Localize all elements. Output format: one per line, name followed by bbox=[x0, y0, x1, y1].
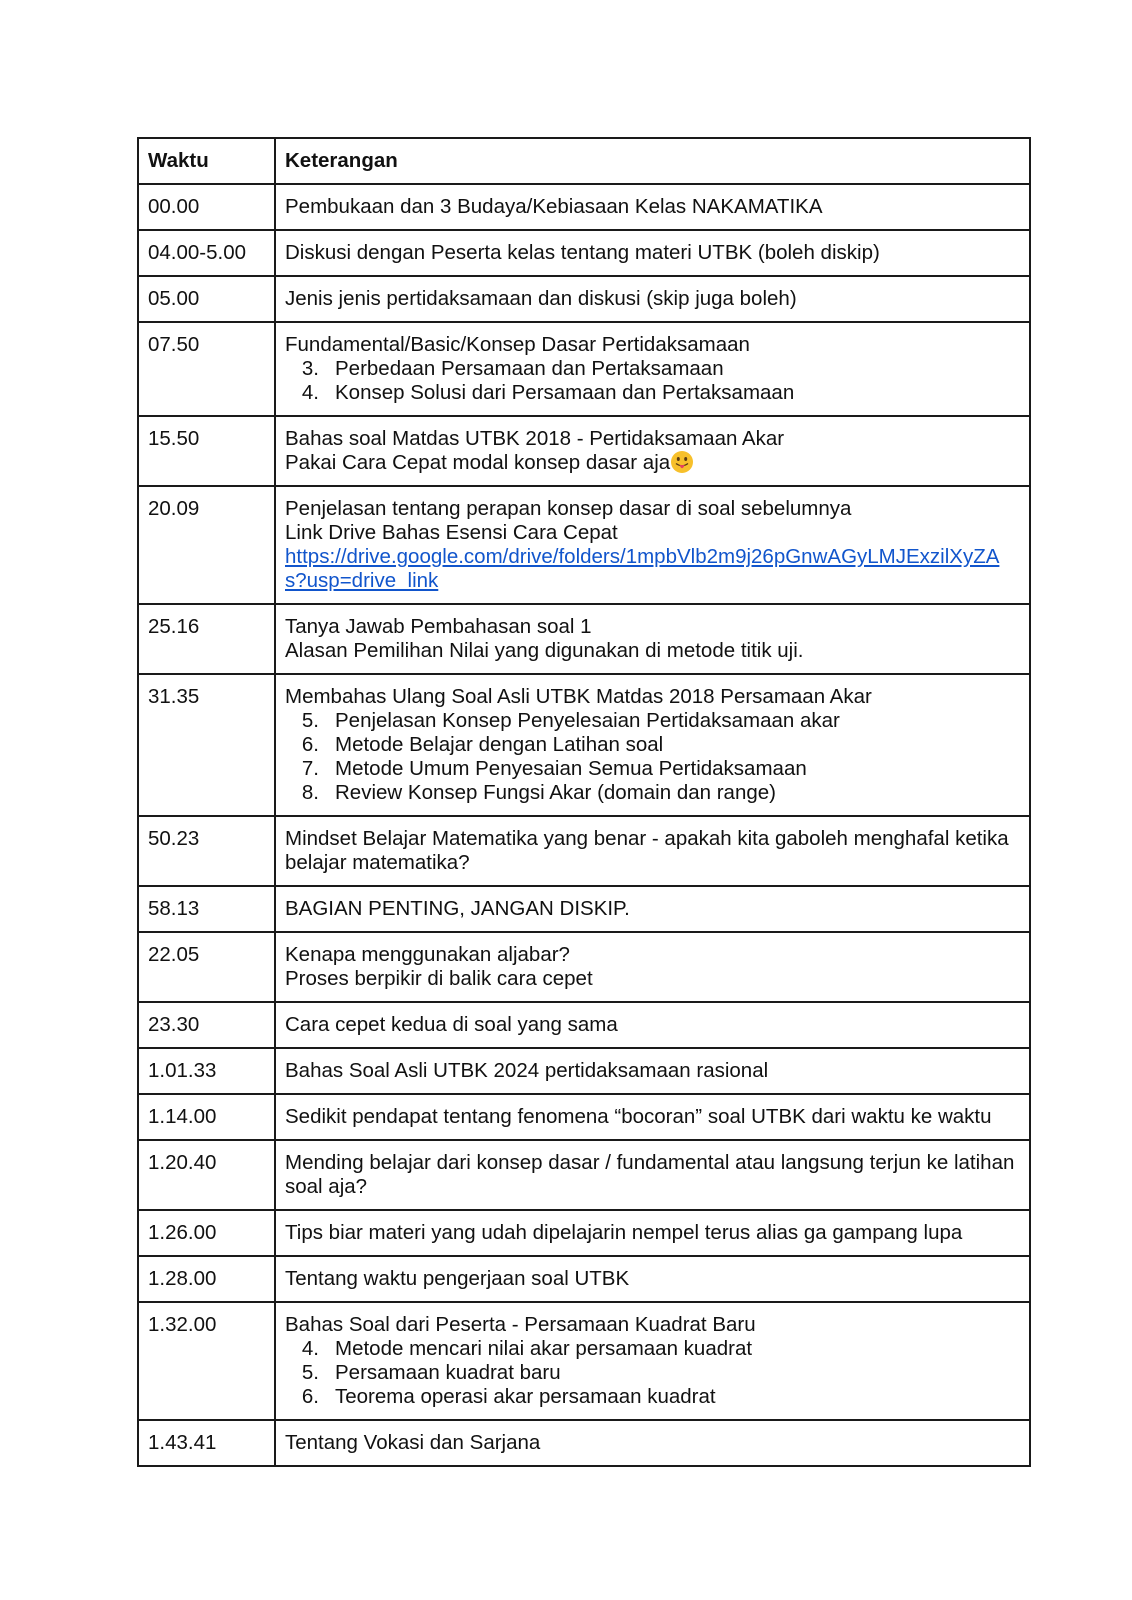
row-description bbox=[275, 1002, 1030, 1048]
row-timestamp: 25.16 bbox=[138, 604, 275, 674]
description-line: Sedikit pendapat tentang fenomena “bocoran” soal UTBK dari waktu ke waktu bbox=[285, 1105, 992, 1128]
description-line: Tentang Vokasi dan Sarjana bbox=[285, 1431, 541, 1454]
table-row bbox=[138, 1302, 1030, 1420]
description-line: Tentang waktu pengerjaan soal UTBK bbox=[285, 1267, 630, 1290]
row-description bbox=[275, 674, 1030, 816]
row-description bbox=[275, 816, 1030, 886]
list-item-number: 8. bbox=[301, 781, 319, 804]
table-row bbox=[138, 674, 1030, 816]
row-timestamp: 1.28.00 bbox=[138, 1256, 275, 1302]
list-item-text: Teorema operasi akar persamaan kuadrat bbox=[335, 1385, 716, 1408]
row-timestamp: 00.00 bbox=[138, 184, 275, 230]
sub-item-list bbox=[285, 709, 1020, 805]
schedule-table bbox=[137, 137, 1031, 1467]
description-text: Pakai Cara Cepat modal konsep dasar aja bbox=[285, 451, 671, 474]
row-description bbox=[275, 604, 1030, 674]
description-line: Bahas Soal Asli UTBK 2024 pertidaksamaan rasional bbox=[285, 1059, 769, 1082]
description-line: Tips biar materi yang udah dipelajarin nempel terus alias ga gampang lupa bbox=[285, 1221, 963, 1244]
list-item-text: Penjelasan Konsep Penyelesaian Pertidaksamaan akar bbox=[335, 709, 840, 732]
table-row bbox=[138, 886, 1030, 932]
sub-item-list bbox=[285, 357, 1020, 405]
row-timestamp: 07.50 bbox=[138, 322, 275, 416]
list-item bbox=[285, 381, 1020, 405]
row-timestamp: 05.00 bbox=[138, 276, 275, 322]
description-line: Penjelasan tentang perapan konsep dasar di soal sebelumnya bbox=[285, 497, 852, 520]
row-description bbox=[275, 230, 1030, 276]
table-row bbox=[138, 184, 1030, 230]
list-item-number: 4. bbox=[301, 1337, 319, 1360]
list-item-number: 6. bbox=[301, 1385, 319, 1408]
list-item-text: Persamaan kuadrat baru bbox=[335, 1361, 561, 1384]
row-description bbox=[275, 932, 1030, 1002]
sub-item-list bbox=[285, 1337, 1020, 1409]
description-line: Fundamental/Basic/Konsep Dasar Pertidaksamaan bbox=[285, 333, 750, 356]
list-item-text: Metode mencari nilai akar persamaan kuadrat bbox=[335, 1337, 753, 1360]
row-timestamp: 58.13 bbox=[138, 886, 275, 932]
list-item-text: Review Konsep Fungsi Akar (domain dan range) bbox=[335, 781, 776, 804]
row-timestamp: 1.43.41 bbox=[138, 1420, 275, 1466]
description-line: BAGIAN PENTING, JANGAN DISKIP. bbox=[285, 897, 630, 920]
row-description bbox=[275, 1048, 1030, 1094]
row-timestamp: 04.00-5.00 bbox=[138, 230, 275, 276]
list-item bbox=[285, 1337, 1020, 1361]
description-line: Pembukaan dan 3 Budaya/Kebiasaan Kelas NAKAMATIKA bbox=[285, 195, 823, 218]
description-line: Bahas Soal dari Peserta - Persamaan Kuadrat Baru bbox=[285, 1313, 756, 1336]
header-description: Keterangan bbox=[275, 138, 1030, 184]
list-item-number: 5. bbox=[301, 1361, 319, 1384]
row-description bbox=[275, 886, 1030, 932]
tongue-out-emoji-icon bbox=[671, 451, 693, 473]
description-line: Mindset Belajar Matematika yang benar - apakah kita gaboleh menghafal ketika belajar matematika? bbox=[285, 827, 1009, 874]
list-item bbox=[285, 757, 1020, 781]
description-line: Jenis jenis pertidaksamaan dan diskusi (skip juga boleh) bbox=[285, 287, 797, 310]
row-timestamp: 1.14.00 bbox=[138, 1094, 275, 1140]
table-row bbox=[138, 932, 1030, 1002]
description-line: Mending belajar dari konsep dasar / fundamental atau langsung terjun ke latihan soal aja? bbox=[285, 1151, 1015, 1198]
description-line: Diskusi dengan Peserta kelas tentang materi UTBK (boleh diskip) bbox=[285, 241, 880, 264]
header-time: Waktu bbox=[138, 138, 275, 184]
row-description bbox=[275, 184, 1030, 230]
description-line: Cara cepet kedua di soal yang sama bbox=[285, 1013, 618, 1036]
row-timestamp: 20.09 bbox=[138, 486, 275, 604]
description-line: Kenapa menggunakan aljabar? bbox=[285, 943, 570, 966]
description-line: Proses berpikir di balik cara cepet bbox=[285, 967, 593, 990]
table-row bbox=[138, 230, 1030, 276]
table-row bbox=[138, 816, 1030, 886]
row-description bbox=[275, 1302, 1030, 1420]
row-timestamp: 1.20.40 bbox=[138, 1140, 275, 1210]
row-timestamp: 22.05 bbox=[138, 932, 275, 1002]
list-item-text: Metode Umum Penyesaian Semua Pertidaksamaan bbox=[335, 757, 807, 780]
table-row bbox=[138, 1140, 1030, 1210]
list-item-number: 6. bbox=[301, 733, 319, 756]
description-line: Bahas soal Matdas UTBK 2018 - Pertidaksamaan Akar bbox=[285, 427, 785, 450]
row-description bbox=[275, 1094, 1030, 1140]
list-item-number: 3. bbox=[301, 357, 319, 380]
drive-link[interactable]: https://drive.google.com/drive/folders/1mpbVlb2m9j26pGnwAGyLMJExzilXyZAs?usp=drive_link bbox=[285, 545, 1000, 592]
row-timestamp: 31.35 bbox=[138, 674, 275, 816]
list-item bbox=[285, 733, 1020, 757]
table-header-row bbox=[138, 138, 1030, 184]
list-item bbox=[285, 781, 1020, 805]
table-row bbox=[138, 1002, 1030, 1048]
table-row bbox=[138, 276, 1030, 322]
table-row bbox=[138, 604, 1030, 674]
row-timestamp: 1.01.33 bbox=[138, 1048, 275, 1094]
list-item-text: Konsep Solusi dari Persamaan dan Pertaksamaan bbox=[335, 381, 795, 404]
table-body bbox=[138, 184, 1030, 1466]
table-row bbox=[138, 1420, 1030, 1466]
row-description bbox=[275, 276, 1030, 322]
table-row bbox=[138, 416, 1030, 486]
row-timestamp: 50.23 bbox=[138, 816, 275, 886]
row-timestamp: 1.26.00 bbox=[138, 1210, 275, 1256]
description-line: Alasan Pemilihan Nilai yang digunakan di metode titik uji. bbox=[285, 639, 804, 662]
table-row bbox=[138, 1256, 1030, 1302]
row-timestamp: 23.30 bbox=[138, 1002, 275, 1048]
row-timestamp: 15.50 bbox=[138, 416, 275, 486]
row-description bbox=[275, 322, 1030, 416]
row-description bbox=[275, 1420, 1030, 1466]
row-description bbox=[275, 416, 1030, 486]
list-item-number: 7. bbox=[301, 757, 319, 780]
description-line: Tanya Jawab Pembahasan soal 1 bbox=[285, 615, 592, 638]
list-item bbox=[285, 1361, 1020, 1385]
table-row bbox=[138, 322, 1030, 416]
table-row bbox=[138, 1094, 1030, 1140]
list-item-number: 5. bbox=[301, 709, 319, 732]
table-row bbox=[138, 486, 1030, 604]
row-description bbox=[275, 1210, 1030, 1256]
row-description bbox=[275, 1256, 1030, 1302]
row-description bbox=[275, 486, 1030, 604]
description-line bbox=[285, 451, 1020, 475]
row-description bbox=[275, 1140, 1030, 1210]
list-item-text: Perbedaan Persamaan dan Pertaksamaan bbox=[335, 357, 724, 380]
table-row bbox=[138, 1048, 1030, 1094]
list-item-number: 4. bbox=[301, 381, 319, 404]
list-item-text: Metode Belajar dengan Latihan soal bbox=[335, 733, 664, 756]
table-row bbox=[138, 1210, 1030, 1256]
list-item bbox=[285, 709, 1020, 733]
row-timestamp: 1.32.00 bbox=[138, 1302, 275, 1420]
list-item bbox=[285, 357, 1020, 381]
description-line: Link Drive Bahas Esensi Cara Cepat bbox=[285, 521, 618, 544]
description-line: Membahas Ulang Soal Asli UTBK Matdas 2018 Persamaan Akar bbox=[285, 685, 872, 708]
list-item bbox=[285, 1385, 1020, 1409]
